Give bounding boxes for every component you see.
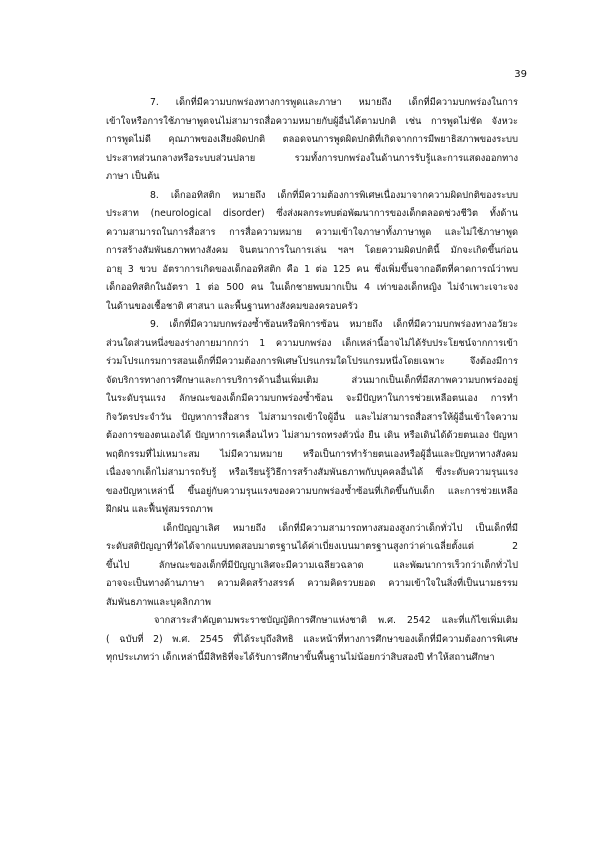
- text-line: ต้องการของตนเองได้ ปัญหาการเคลื่อนไหว ไม่สามารถทรงตัวนั่ง ยืน เดิน หรือเดินได้ด้วยตนเอง ปัญหา: [106, 430, 518, 441]
- paragraph: [106, 612, 518, 668]
- text-line: อายุ 3 ขวบ อัตราการเกิดของเด็กออทิสติก คือ 1 ต่อ 125 คน ซึ่งเพิ่มขึ้นจากอดีตที่คาดการณ์ว่าพบ: [106, 263, 518, 275]
- text-line: การสร้างสัมพันธภาพทางสังคม จินตนาการในการเล่น ฯลฯ โดยความผิดปกตินี้ มักจะเกิดขึ้นก่อน: [106, 245, 518, 256]
- text-line: 7. เด็กที่มีความบกพร่องทางการพูดและภาษา หมายถึง เด็กที่มีความบกพร่องในการ: [150, 97, 518, 108]
- text-line: จากสาระสำคัญตามพระราชบัญญัติการศึกษาแห่งชาติ พ.ศ. 2542 และที่แก้ไขเพิ่มเติม: [154, 615, 518, 626]
- text-line: ( ฉบับที่ 2) พ.ศ. 2545 ที่ได้ระบุถึงสิทธิ และหน้าที่ทางการศึกษาของเด็กที่มีความต้องการพิเศษ: [106, 633, 518, 645]
- text-line: การพูดไม่ดี คุณภาพของเสียงผิดปกติ ตลอดจนการพูดผิดปกติที่เกิดจากการมีพยาธิสภาพของระบบ: [106, 134, 518, 145]
- text-line: ประสาท (neurological disorder) ซึ่งส่งผลกระทบต่อพัฒนาการของเด็กตลอดช่วงชีวิต ทั้งด้าน: [106, 208, 518, 219]
- text-line: เข้าใจหรือการใช้ภาษาพูดจนไม่สามารถสื่อความหมายกับผู้อื่นได้ตามปกติ เช่น การพูดไม่ชัด จังหวะ: [106, 115, 518, 127]
- text-line: เด็กปัญญาเลิศ หมายถึง เด็กที่มีความสามารถทางสมองสูงกว่าเด็กทั่วไป เป็นเด็กที่มี: [163, 522, 518, 534]
- text-line: 9. เด็กที่มีความบกพร่องซ้ำซ้อนหรือพิการซ้อน หมายถึง เด็กที่มีความบกพร่องทางอวัยวะ: [150, 319, 518, 330]
- text-line: อาจจะเป็นทางด้านภาษา ความคิดสร้างสรรค์ ความคิดรวบยอด ความเข้าใจในสิ่งที่เป็นนามธรรม: [106, 578, 518, 589]
- paragraph: [106, 520, 518, 613]
- text-line: ร่วมโปรแกรมการสอนเด็กที่มีความต้องการพิเศษโปรแกรมใดโปรแกรมหนึ่งโดยเฉพาะ จึงต้องมีการ: [106, 356, 518, 367]
- text-line: เนื่องจากเด็กไม่สามารถรับรู้ หรือเรียนรู้วิธีการสร้างสัมพันธภาพกับบุคคลอื่นได้ ซึ่งระดับความรุนแรง: [106, 467, 518, 478]
- text-line: ระดับสติปัญญาที่วัดได้จากแบบทดสอบมาตรฐานได้ค่าเบี่ยงเบนมาตรฐานสูงกว่าค่าเฉลี่ยตั้งแต่ 2: [106, 541, 518, 552]
- text-line: 8. เด็กออทิสติก หมายถึง เด็กที่มีความต้องการพิเศษเนื่องมาจากความผิดปกติของระบบ: [150, 189, 518, 201]
- text-line: ในด้านของเชื้อชาติ ศาสนา และพื้นฐานทางสังคมของครอบครัว: [106, 300, 358, 312]
- text-line: กิจวัตรประจำวัน ปัญหาการสื่อสาร ไม่สามารถเข้าใจผู้อื่น และไม่สามารถสื่อสารให้ผู้อื่นเข้าใจความ: [106, 411, 518, 423]
- paragraph: [106, 94, 518, 187]
- text-line: พฤติกรรมที่ไม่เหมาะสม ไม่มีความหมาย หรือเป็นการทำร้ายตนเองหรือผู้อื่นและปัญหาทางสังคม: [106, 448, 518, 460]
- text-line: ทุกประเภทว่า เด็กเหล่านี้มีสิทธิที่จะได้รับการศึกษาขั้นพื้นฐานไม่น้อยกว่าสิบสองปี ทำให้สถานศึกษา: [106, 652, 495, 663]
- text-line: ส่วนใดส่วนหนึ่งของร่างกายมากกว่า 1 ความบกพร่อง เด็กเหล่านี้อาจไม่ได้รับประโยชน์จากการเข้า: [106, 337, 518, 349]
- paragraph: [106, 316, 518, 520]
- text-line: ฝึกฝน และฟื้นฟูสมรรถภาพ: [106, 504, 213, 515]
- body-text: [106, 94, 518, 668]
- text-line: เด็กออทิสติกในอัตรา 1 ต่อ 500 คน ในเด็กชายพบมากเป็น 4 เท่าของเด็กหญิง ไม่จำเพาะเจาะจง: [106, 282, 518, 293]
- text-line: ในระดับรุนแรง ลักษณะของเด็กมีความบกพร่องซ้ำซ้อน จะมีปัญหาในการช่วยเหลือตนเอง การทำ: [106, 393, 518, 404]
- text-line: ประสาทส่วนกลางหรือระบบส่วนปลาย รวมทั้งการบกพร่องในด้านการรับรู้และการแสดงออกทาง: [106, 152, 518, 164]
- text-line: ขึ้นไป ลักษณะของเด็กที่มีปัญญาเลิศจะมีความเฉลียวฉลาด และพัฒนาการเร็วกว่าเด็กทั่วไป: [106, 559, 518, 571]
- text-line: จัดบริการทางการศึกษาและการบริการด้านอื่นเพิ่มเติม ส่วนมากเป็นเด็กที่มีสภาพความบกพร่องอยู่: [106, 374, 518, 386]
- paragraph: [106, 187, 518, 317]
- text-line: ความสามารถในการสื่อสาร การสื่อความหมาย ความเข้าใจภาษาทั้งภาษาพูด และไม่ใช้ภาษาพูด: [106, 226, 518, 238]
- page-number: 39: [514, 69, 527, 80]
- text-line: ภาษา เป็นต้น: [106, 171, 160, 182]
- text-line: ของปัญหาเหล่านี้ ขึ้นอยู่กับความรุนแรงของความบกพร่องซ้ำซ้อนที่เกิดขึ้นกับเด็ก และการช่วยเหลือ: [106, 485, 518, 497]
- text-line: สัมพันธภาพและบุคลิกภาพ: [106, 596, 212, 608]
